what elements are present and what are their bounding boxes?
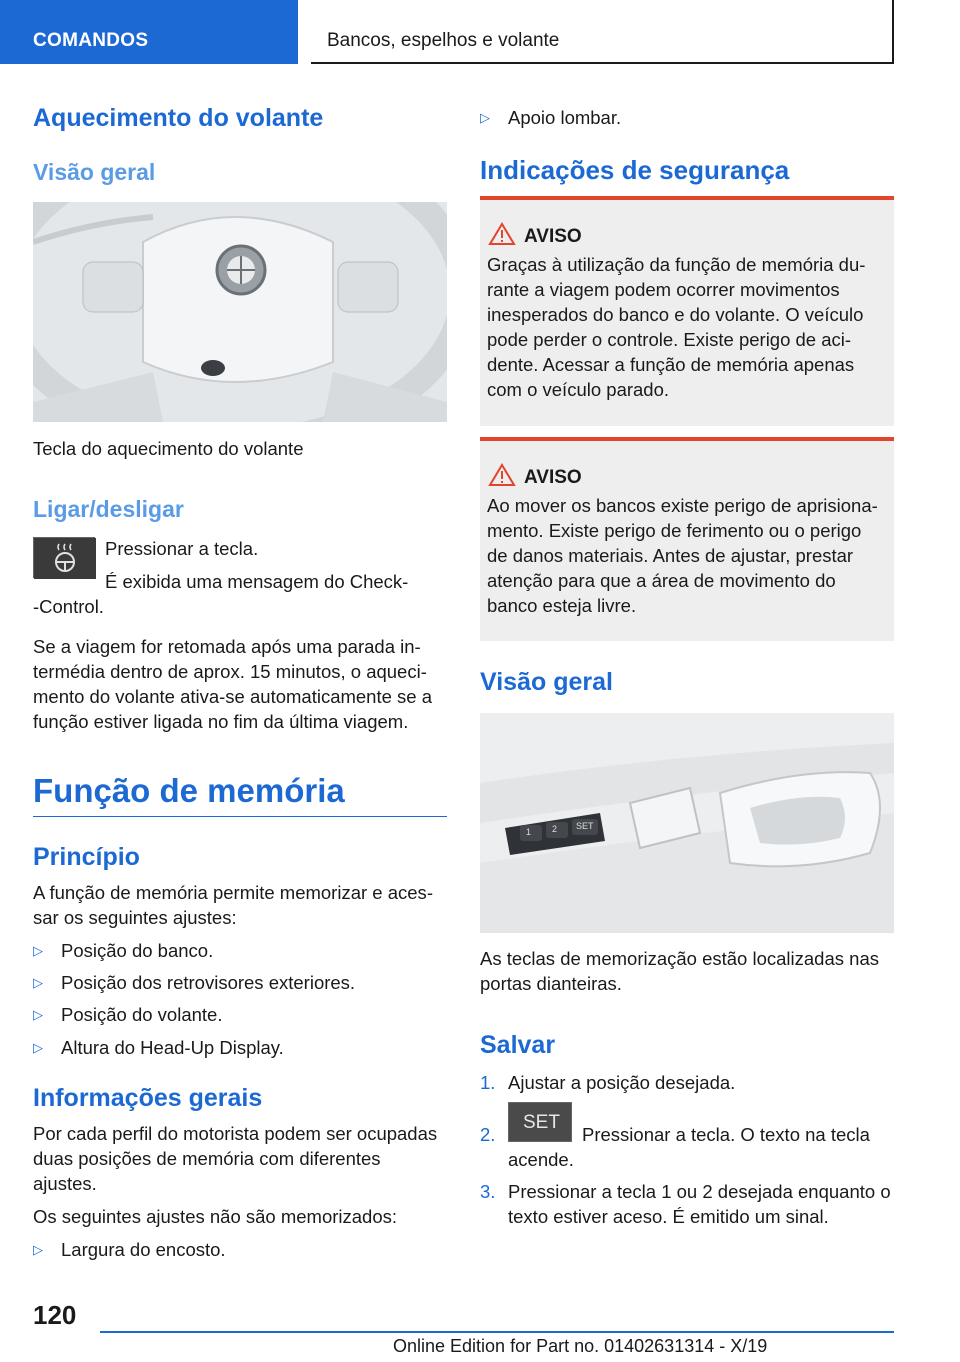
step-text: Ajustar a posição desejada. (508, 1072, 736, 1093)
set-key-icon: SET (508, 1102, 572, 1142)
chapter-label: Bancos, espelhos e volante (327, 30, 560, 51)
warning-triangle-icon (488, 222, 516, 246)
bullet-triangle-icon: ▷ (33, 975, 43, 990)
paragraph-principle: A função de memória permite memorizar e acessar os seguintes ajustes: (33, 882, 433, 928)
door-panel-illustration (480, 713, 894, 933)
heading-steering-heating: Aquecimento do volante (33, 104, 324, 132)
heading-safety: Indicações de segurança (480, 155, 790, 185)
warning-title: AVISO (524, 467, 582, 488)
check-control-msg-line2: -Control. (33, 596, 104, 617)
warning-title: AVISO (524, 226, 582, 247)
subheading-principle: Princípio (33, 843, 140, 871)
footer-rule (100, 1331, 894, 1333)
heading-memory-function: Função de memória (33, 772, 345, 809)
bullet-triangle-icon: ▷ (33, 943, 43, 958)
warning-triangle-icon (488, 463, 516, 487)
steering-wheel-image (33, 202, 447, 422)
footer-edition: Online Edition for Part no. 01402631314 - X/19 (393, 1336, 768, 1356)
subheading-on-off: Ligar/desligar (33, 496, 184, 522)
warning-box-2 (480, 437, 894, 641)
door-button-label: 2 (552, 824, 558, 834)
subheading-overview-1: Visão geral (33, 159, 156, 185)
caption-memory-keys: As teclas de memorização estão localizadas nas portas dianteiras. (480, 948, 879, 994)
warning-body: Ao mover os bancos existe perigo de aprisionamento. Existe perigo de ferimento ou o perigo de danos materiais. Antes de ajustar, prestar atenção para que a área de movimento do banco esteja livre. (487, 495, 878, 616)
chapter-tab (311, 0, 894, 64)
section-label: COMANDOS (33, 30, 149, 51)
section-tab (0, 0, 298, 64)
subheading-general-info: Informações gerais (33, 1084, 263, 1112)
heading-underline (33, 816, 447, 817)
press-key-text: Pressionar a tecla. (105, 538, 259, 559)
step-text: Pressionar a tecla. O texto na tecla acende. (508, 1124, 870, 1170)
bullet-triangle-icon: ▷ (480, 110, 490, 125)
step-text: Pressionar a tecla 1 ou 2 desejada enquanto o texto estiver aceso. É emitido um sinal. (508, 1181, 891, 1227)
paragraph-not-memorized: Os seguintes ajustes não são memorizados: (33, 1206, 398, 1227)
heading-save: Salvar (480, 1031, 556, 1059)
bullet-triangle-icon: ▷ (33, 1242, 43, 1257)
caption-steering-heating-key: Tecla do aquecimento do volante (33, 438, 304, 459)
paragraph-resume-heating: Se a viagem for retomada após uma parada intermédia dentro de aprox. 15 minutos, o aquecimento do volante ativa-se automaticamente se a função estiver ligada no fim da última viagem. (33, 636, 433, 732)
door-button-label: SET (576, 821, 594, 831)
page-number: 120 (33, 1300, 77, 1330)
paragraph-profiles: Por cada perfil do motorista podem ser ocupadas duas posições de memória com diferentes ajustes. (33, 1123, 438, 1194)
step-number: 1. (480, 1072, 496, 1093)
step-number: 2. (480, 1124, 496, 1145)
warning-body: Graças à utilização da função de memória durante a viagem podem ocorrer movimentos inesperados do banco e do volante. O veículo pode perder o controle. Existe perigo de acidente. Acessar a função de memória apenas com o veículo parado. (487, 254, 866, 400)
steering-wheel-illustration (33, 202, 447, 422)
check-control-msg-line1: É exibida uma mensagem do Check- (105, 571, 409, 592)
warning-box-1 (480, 196, 894, 426)
heading-overview-2: Visão geral (480, 668, 613, 696)
door-memory-buttons-image (480, 713, 894, 933)
bullet-triangle-icon: ▷ (33, 1007, 43, 1022)
step-number: 3. (480, 1181, 496, 1202)
door-button-label: 1 (526, 827, 532, 837)
steering-heat-key-icon (33, 537, 95, 578)
bullet-triangle-icon: ▷ (33, 1040, 43, 1055)
